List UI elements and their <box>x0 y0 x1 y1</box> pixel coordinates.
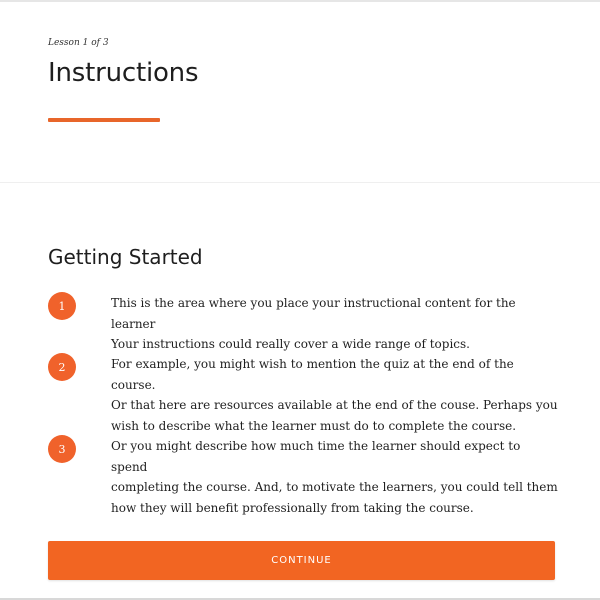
step-number-badge: 3 <box>48 435 76 463</box>
step-text: For example, you might wish to mention the quiz at the end of the course. Or that here are resources available at the end of the couse. Perhaps you wish to describe what the learner must do to complete the course. <box>111 357 558 433</box>
title-accent-bar <box>48 118 160 122</box>
step-text: This is the area where you place your instructional content for the learner Your instructions could really cover a wide range of topics. <box>111 296 516 351</box>
step-number-badge: 2 <box>48 353 76 381</box>
section-heading: Getting Started <box>48 245 203 269</box>
lesson-title: Instructions <box>48 58 199 88</box>
lesson-counter: Lesson 1 of 3 <box>48 38 109 48</box>
lesson-header <box>0 2 600 183</box>
step-text: Or you might describe how much time the learner should expect to spend completing the course. And, to motivate the learners, you could tell them how they will benefit professionally from taking the course. <box>111 439 558 515</box>
continue-button[interactable]: CONTINUE <box>48 541 555 580</box>
step-number-badge: 1 <box>48 292 76 320</box>
